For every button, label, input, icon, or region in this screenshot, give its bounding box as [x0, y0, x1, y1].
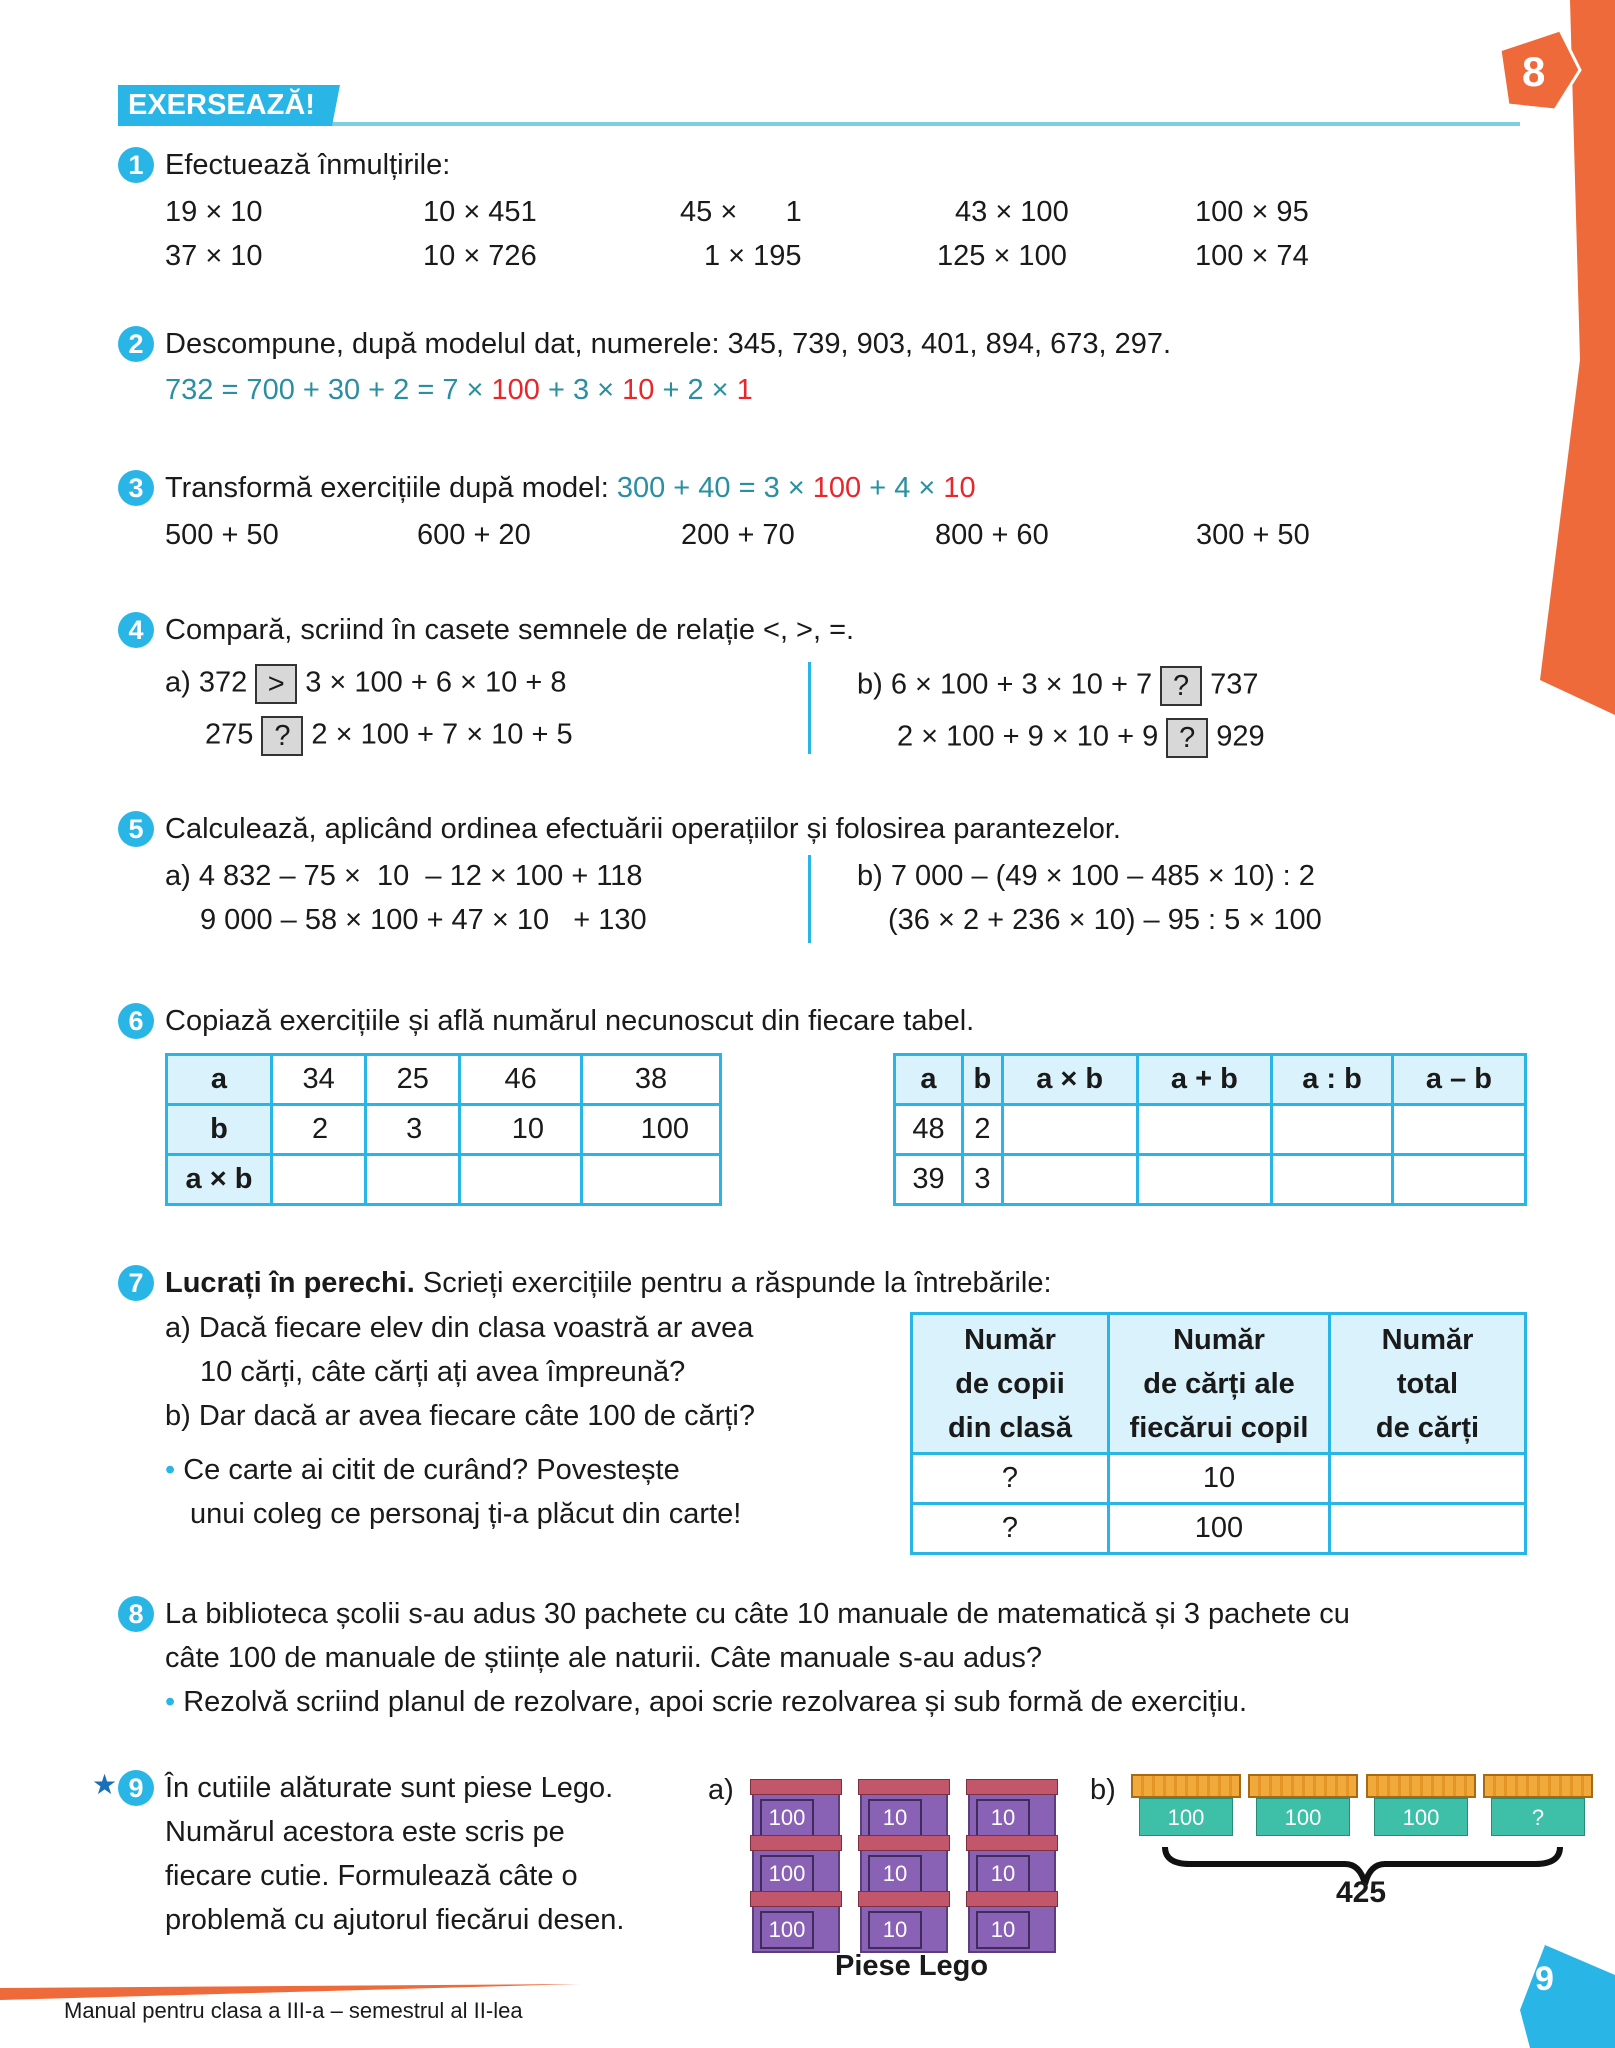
exercise-number: 6	[118, 1003, 154, 1039]
relation-box[interactable]: ?	[1160, 666, 1202, 706]
exercise-3-title: Transformă exercițiile după model: 300 + 40 = 3 × 100 + 4 × 10	[165, 472, 976, 504]
lego-box: 10	[860, 1787, 948, 1841]
exercise-7-title: Lucrați în perechi. Scrieți exercițiile pentru a răspunde la întrebările:	[165, 1267, 1052, 1299]
relation-box[interactable]: ?	[1166, 718, 1208, 758]
lego-box: 10	[968, 1899, 1056, 1953]
page-number: 9	[1535, 1960, 1554, 1998]
expr: a) 4 832 – 75 × 10 – 12 × 100 + 118	[165, 860, 643, 892]
tub: ?	[1487, 1774, 1589, 1836]
expr: 45 × 1	[680, 196, 802, 228]
question-a-cont: 10 cărți, câte cărți ați avea împreună?	[200, 1356, 686, 1388]
expr: 300 + 50	[1196, 519, 1310, 551]
exercise-5-title: Calculează, aplicând ordinea efectuării operațiilor și folosirea parantezelor.	[165, 813, 1121, 845]
bullet-instruction: • Rezolvă scriind planul de rezolvare, apoi scrie rezolvarea și sub formă de exercițiu.	[165, 1686, 1248, 1718]
lego-box: 100	[752, 1843, 840, 1897]
compare-a2: 275 ? 2 × 100 + 7 × 10 + 5	[205, 716, 573, 756]
exercise-number: 1	[118, 147, 154, 183]
tub: 100	[1252, 1774, 1354, 1836]
expr: 100 × 95	[1195, 196, 1309, 228]
expr: 9 000 – 58 × 100 + 47 × 10 + 130	[200, 904, 647, 936]
table-operations: a b a × b a + b a : b a – b 48 2 39 3	[893, 1053, 1527, 1206]
expr: 125 × 100	[937, 240, 1067, 272]
lego-box: 100	[752, 1787, 840, 1841]
problem-text: problemă cu ajutorul fiecărui desen.	[165, 1904, 625, 1936]
table-books: Număr de copii din clasă Număr de cărți ale fiecărui copil Număr total de cărți ? 10 ? 100	[910, 1312, 1527, 1555]
exercise-number: 2	[118, 326, 154, 362]
lego-box: 100	[752, 1899, 840, 1953]
model-example: 732 = 700 + 30 + 2 = 7 × 100 + 3 × 10 + 2 × 1	[165, 374, 753, 406]
question-b: b) Dar dacă ar avea fiecare câte 100 de cărți?	[165, 1400, 755, 1432]
total-label: 425	[1336, 1876, 1387, 1909]
lego-box: 10	[968, 1787, 1056, 1841]
exercise-number: 9	[118, 1770, 154, 1806]
bullet-question-cont: unui coleg ce personaj ți-a plăcut din carte!	[190, 1498, 742, 1530]
expr: 10 × 726	[423, 240, 537, 272]
relation-box[interactable]: ?	[261, 716, 303, 756]
tub: 100	[1135, 1774, 1237, 1836]
drawing-a-label: a)	[708, 1774, 734, 1806]
divider	[808, 855, 811, 943]
drawing-b-label: b)	[1090, 1774, 1116, 1806]
lego-box: 10	[860, 1843, 948, 1897]
expr: b) 7 000 – (49 × 100 – 485 × 10) : 2	[857, 860, 1315, 892]
problem-text: Numărul acestora este scris pe	[165, 1816, 565, 1848]
problem-text: câte 100 de manuale de științe ale naturii. Câte manuale s-au adus?	[165, 1642, 1043, 1674]
expr: 1 × 195	[704, 240, 802, 272]
expr: (36 × 2 + 236 × 10) – 95 : 5 × 100	[888, 904, 1322, 936]
lego-box: 10	[968, 1843, 1056, 1897]
section-title: EXERSEAZĂ!	[128, 89, 315, 121]
exercise-6-title: Copiază exercițiile și află numărul necunoscut din fiecare tabel.	[165, 1005, 975, 1037]
exercise-number: 3	[118, 470, 154, 506]
compare-b1: b) 6 × 100 + 3 × 10 + 7 ? 737	[857, 666, 1258, 706]
exercise-4-title: Compară, scriind în casete semnele de relație <, >, =.	[165, 614, 855, 646]
expr: 19 × 10	[165, 196, 263, 228]
expr: 100 × 74	[1195, 240, 1309, 272]
expr: 500 + 50	[165, 519, 279, 551]
table-axb: a 34 25 46 38 b 2 3 10 100 a × b	[165, 1053, 722, 1206]
header-rule	[230, 122, 1520, 126]
lego-caption: Piese Lego	[835, 1950, 989, 1982]
compare-a1: a) 372 > 3 × 100 + 6 × 10 + 8	[165, 664, 566, 704]
expr: 800 + 60	[935, 519, 1049, 551]
problem-text: La biblioteca școlii s-au adus 30 pachete cu câte 10 manuale de matematică și 3 pachete cu	[165, 1598, 1350, 1630]
exercise-1-title: Efectuează înmulțirile:	[165, 149, 451, 181]
expr: 37 × 10	[165, 240, 263, 272]
problem-text: În cutiile alăturate sunt piese Lego.	[165, 1772, 614, 1804]
relation-box[interactable]: >	[255, 664, 297, 704]
divider	[808, 662, 811, 754]
exercise-number: 8	[118, 1596, 154, 1632]
star-icon: ★	[92, 1769, 118, 1800]
bullet-question: • Ce carte ai citit de curând? Povestește	[165, 1454, 680, 1486]
compare-b2: 2 × 100 + 9 × 10 + 9 ? 929	[897, 718, 1265, 758]
exercise-number: 7	[118, 1265, 154, 1301]
lego-box: 10	[860, 1899, 948, 1953]
problem-text: fiecare cutie. Formulează câte o	[165, 1860, 578, 1892]
exercise-2-title: Descompune, după modelul dat, numerele: 345, 739, 903, 401, 894, 673, 297.	[165, 328, 1172, 360]
expr: 10 × 451	[423, 196, 537, 228]
expr: 43 × 100	[955, 196, 1069, 228]
expr: 200 + 70	[681, 519, 795, 551]
exercise-number: 5	[118, 811, 154, 847]
question-a: a) Dacă fiecare elev din clasa voastră ar avea	[165, 1312, 754, 1344]
chapter-number: 8	[1522, 48, 1546, 95]
footer-text: Manual pentru clasa a III-a – semestrul al II-lea	[64, 1998, 523, 2023]
exercise-number: 4	[118, 612, 154, 648]
tub: 100	[1370, 1774, 1472, 1836]
expr: 600 + 20	[417, 519, 531, 551]
